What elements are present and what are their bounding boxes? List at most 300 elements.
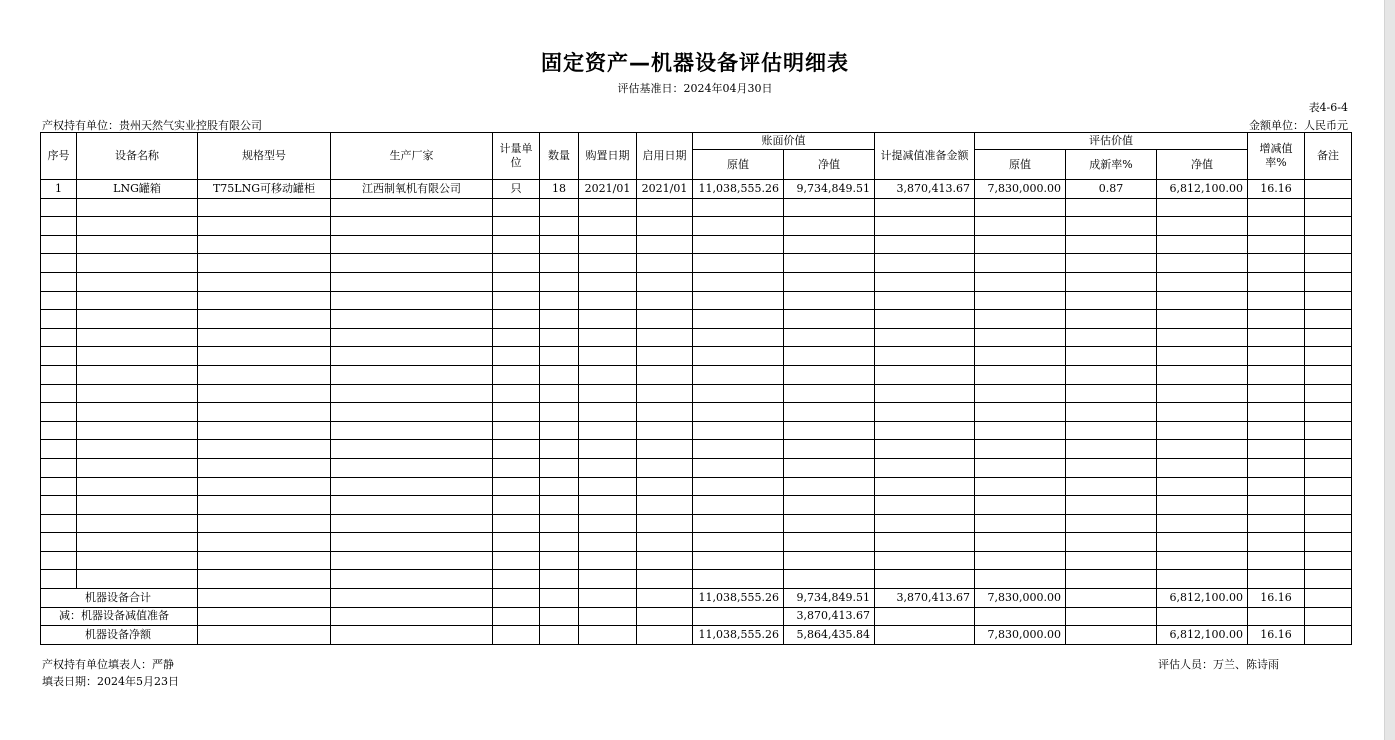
- empty-cell: [693, 254, 784, 273]
- empty-cell: [1066, 328, 1157, 347]
- summary-eval-net: [1157, 607, 1248, 626]
- empty-cell: [875, 440, 975, 459]
- empty-cell: [41, 514, 77, 533]
- empty-cell: [875, 551, 975, 570]
- empty-cell: [875, 198, 975, 217]
- empty-cell: [331, 458, 493, 477]
- empty-cell: [1305, 347, 1352, 366]
- empty-cell: [77, 421, 198, 440]
- viewer-scrollbar-track[interactable]: [1385, 0, 1395, 740]
- empty-cell: [41, 570, 77, 589]
- empty-cell: [637, 254, 693, 273]
- empty-cell: [331, 235, 493, 254]
- summary-eval-net: 6,812,100.00: [1157, 626, 1248, 645]
- empty-cell: [198, 551, 331, 570]
- empty-cell: [875, 328, 975, 347]
- empty-cell: [693, 533, 784, 552]
- col-header-qty: 数量: [540, 133, 579, 180]
- empty-cell: [693, 198, 784, 217]
- empty-cell: [540, 570, 579, 589]
- empty-row: [41, 254, 1352, 273]
- empty-cell: [1157, 440, 1248, 459]
- empty-cell: [540, 440, 579, 459]
- empty-cell: [975, 421, 1066, 440]
- empty-cell: [1157, 570, 1248, 589]
- empty-row: [41, 514, 1352, 533]
- empty-cell: [198, 421, 331, 440]
- empty-cell: [579, 198, 637, 217]
- empty-cell: [77, 328, 198, 347]
- empty-row: [41, 533, 1352, 552]
- empty-cell: [1157, 477, 1248, 496]
- col-header-book-value: 账面价值: [693, 133, 875, 150]
- empty-cell: [198, 310, 331, 329]
- empty-cell: [1305, 272, 1352, 291]
- empty-cell: [1066, 403, 1157, 422]
- empty-cell: [1248, 477, 1305, 496]
- empty-cell: [1248, 384, 1305, 403]
- empty-cell: [1305, 533, 1352, 552]
- col-header-impairment: 计提减值准备金额: [875, 133, 975, 180]
- empty-cell: [77, 198, 198, 217]
- empty-cell: [77, 403, 198, 422]
- empty-cell: [1066, 421, 1157, 440]
- empty-cell: [1066, 477, 1157, 496]
- empty-cell: [198, 514, 331, 533]
- empty-cell: [1248, 440, 1305, 459]
- empty-cell: [493, 347, 540, 366]
- empty-cell: [784, 365, 875, 384]
- empty-row: [41, 551, 1352, 570]
- empty-cell: [1305, 235, 1352, 254]
- empty-cell: [493, 551, 540, 570]
- empty-row: [41, 272, 1352, 291]
- empty-cell: [975, 347, 1066, 366]
- empty-cell: [1157, 551, 1248, 570]
- empty-cell: [875, 254, 975, 273]
- empty-cell: [579, 217, 637, 236]
- summary-row-total: [41, 589, 1352, 608]
- equipment-detail-table: [40, 132, 1352, 645]
- summary-impairment: [875, 626, 975, 645]
- empty-cell: [784, 291, 875, 310]
- empty-cell: [875, 458, 975, 477]
- empty-row: [41, 347, 1352, 366]
- empty-cell: [693, 570, 784, 589]
- empty-cell: [975, 570, 1066, 589]
- cell-unit: 只: [493, 180, 540, 199]
- col-header-unit: 计量单位: [493, 133, 540, 180]
- empty-cell: [1248, 235, 1305, 254]
- empty-cell: [875, 384, 975, 403]
- empty-cell: [1305, 496, 1352, 515]
- empty-cell: [579, 477, 637, 496]
- empty-cell: [875, 310, 975, 329]
- empty-cell: [637, 235, 693, 254]
- empty-row: [41, 217, 1352, 236]
- empty-cell: [1066, 198, 1157, 217]
- empty-cell: [1305, 440, 1352, 459]
- empty-cell: [693, 365, 784, 384]
- empty-cell: [975, 235, 1066, 254]
- summary-change-rate: [1248, 607, 1305, 626]
- empty-cell: [1248, 272, 1305, 291]
- empty-cell: [975, 291, 1066, 310]
- empty-row: [41, 570, 1352, 589]
- empty-cell: [784, 384, 875, 403]
- empty-cell: [637, 440, 693, 459]
- empty-cell: [784, 477, 875, 496]
- col-header-start-date: 启用日期: [637, 133, 693, 180]
- empty-cell: [637, 570, 693, 589]
- empty-cell: [579, 403, 637, 422]
- empty-cell: [41, 477, 77, 496]
- empty-cell: [637, 384, 693, 403]
- empty-cell: [1157, 254, 1248, 273]
- empty-cell: [1248, 551, 1305, 570]
- empty-cell: [637, 365, 693, 384]
- empty-cell: [1066, 347, 1157, 366]
- empty-cell: [77, 235, 198, 254]
- empty-cell: [198, 440, 331, 459]
- empty-cell: [1248, 291, 1305, 310]
- empty-cell: [1066, 291, 1157, 310]
- empty-cell: [637, 328, 693, 347]
- empty-cell: [1066, 440, 1157, 459]
- empty-cell: [493, 365, 540, 384]
- cell-book-net: 9,734,849.51: [784, 180, 875, 199]
- empty-cell: [1157, 328, 1248, 347]
- empty-cell: [1157, 198, 1248, 217]
- empty-cell: [1066, 458, 1157, 477]
- empty-cell: [493, 570, 540, 589]
- empty-row: [41, 496, 1352, 515]
- empty-cell: [693, 440, 784, 459]
- empty-cell: [975, 403, 1066, 422]
- empty-cell: [975, 440, 1066, 459]
- cell-start-date: 2021/01: [637, 180, 693, 199]
- empty-cell: [493, 272, 540, 291]
- empty-cell: [1305, 403, 1352, 422]
- empty-cell: [784, 254, 875, 273]
- empty-cell: [331, 477, 493, 496]
- empty-cell: [41, 272, 77, 291]
- empty-cell: [637, 421, 693, 440]
- empty-cell: [493, 291, 540, 310]
- empty-cell: [1248, 458, 1305, 477]
- empty-cell: [637, 403, 693, 422]
- empty-cell: [784, 458, 875, 477]
- empty-cell: [77, 365, 198, 384]
- empty-cell: [1248, 328, 1305, 347]
- empty-cell: [1305, 551, 1352, 570]
- empty-cell: [331, 551, 493, 570]
- empty-cell: [1157, 533, 1248, 552]
- empty-cell: [1305, 254, 1352, 273]
- empty-cell: [331, 384, 493, 403]
- empty-cell: [540, 328, 579, 347]
- empty-cell: [693, 496, 784, 515]
- empty-cell: [875, 421, 975, 440]
- empty-cell: [975, 384, 1066, 403]
- empty-cell: [540, 217, 579, 236]
- empty-row: [41, 310, 1352, 329]
- empty-cell: [975, 310, 1066, 329]
- empty-cell: [41, 421, 77, 440]
- empty-cell: [784, 328, 875, 347]
- cell-change-rate: 16.16: [1248, 180, 1305, 199]
- empty-cell: [1305, 514, 1352, 533]
- empty-cell: [875, 514, 975, 533]
- empty-cell: [637, 496, 693, 515]
- empty-cell: [637, 291, 693, 310]
- summary-row-net: [41, 626, 1352, 645]
- cell-name: LNG罐箱: [77, 180, 198, 199]
- empty-cell: [784, 217, 875, 236]
- cell-impairment: 3,870,413.67: [875, 180, 975, 199]
- empty-cell: [41, 365, 77, 384]
- empty-cell: [693, 403, 784, 422]
- empty-cell: [493, 477, 540, 496]
- empty-cell: [331, 440, 493, 459]
- empty-cell: [784, 235, 875, 254]
- empty-cell: [198, 365, 331, 384]
- empty-cell: [77, 477, 198, 496]
- empty-cell: [493, 384, 540, 403]
- empty-cell: [579, 570, 637, 589]
- empty-cell: [579, 328, 637, 347]
- empty-cell: [637, 514, 693, 533]
- col-header-eval-rate: 成新率%: [1066, 150, 1157, 180]
- empty-cell: [41, 254, 77, 273]
- empty-cell: [693, 328, 784, 347]
- empty-cell: [1305, 477, 1352, 496]
- cell-qty: 18: [540, 180, 579, 199]
- empty-cell: [637, 477, 693, 496]
- summary-book-net: 3,870,413.67: [784, 607, 875, 626]
- empty-cell: [1066, 217, 1157, 236]
- empty-cell: [331, 217, 493, 236]
- empty-cell: [693, 291, 784, 310]
- empty-cell: [875, 347, 975, 366]
- empty-cell: [41, 403, 77, 422]
- empty-cell: [331, 347, 493, 366]
- empty-cell: [198, 217, 331, 236]
- cell-buy-date: 2021/01: [579, 180, 637, 199]
- empty-cell: [540, 496, 579, 515]
- empty-cell: [1248, 198, 1305, 217]
- empty-cell: [975, 514, 1066, 533]
- summary-impairment: [875, 607, 975, 626]
- empty-cell: [579, 533, 637, 552]
- empty-row: [41, 365, 1352, 384]
- empty-cell: [198, 254, 331, 273]
- empty-cell: [1066, 514, 1157, 533]
- cell-seq: 1: [41, 180, 77, 199]
- empty-cell: [540, 272, 579, 291]
- empty-row: [41, 198, 1352, 217]
- empty-cell: [975, 477, 1066, 496]
- empty-cell: [41, 328, 77, 347]
- empty-cell: [198, 384, 331, 403]
- empty-cell: [198, 328, 331, 347]
- empty-cell: [579, 496, 637, 515]
- empty-cell: [331, 403, 493, 422]
- empty-cell: [975, 458, 1066, 477]
- empty-cell: [331, 310, 493, 329]
- base-date: 评估基准日：2024年04月30日: [617, 82, 773, 95]
- empty-cell: [493, 403, 540, 422]
- empty-cell: [975, 533, 1066, 552]
- empty-cell: [1248, 514, 1305, 533]
- empty-cell: [77, 291, 198, 310]
- summary-eval-orig: 7,830,000.00: [975, 589, 1066, 608]
- empty-cell: [1248, 310, 1305, 329]
- empty-cell: [1066, 496, 1157, 515]
- cell-eval-orig: 7,830,000.00: [975, 180, 1066, 199]
- empty-cell: [77, 440, 198, 459]
- empty-cell: [198, 291, 331, 310]
- empty-cell: [493, 254, 540, 273]
- empty-cell: [637, 533, 693, 552]
- appraisers: 评估人员：万兰、陈诗雨: [1158, 658, 1279, 671]
- empty-cell: [1066, 254, 1157, 273]
- empty-cell: [1248, 403, 1305, 422]
- empty-cell: [875, 217, 975, 236]
- empty-cell: [784, 310, 875, 329]
- empty-cell: [331, 198, 493, 217]
- empty-cell: [693, 458, 784, 477]
- cell-book-orig: 11,038,555.26: [693, 180, 784, 199]
- col-header-maker: 生产厂家: [331, 133, 493, 180]
- empty-cell: [331, 254, 493, 273]
- empty-cell: [1157, 365, 1248, 384]
- empty-cell: [784, 514, 875, 533]
- summary-label: 机器设备净额: [41, 626, 198, 645]
- summary-book-net: 9,734,849.51: [784, 589, 875, 608]
- empty-cell: [331, 421, 493, 440]
- empty-row: [41, 403, 1352, 422]
- empty-cell: [784, 551, 875, 570]
- empty-cell: [493, 533, 540, 552]
- empty-cell: [1248, 217, 1305, 236]
- empty-cell: [1066, 272, 1157, 291]
- col-header-name: 设备名称: [77, 133, 198, 180]
- empty-cell: [1248, 421, 1305, 440]
- empty-row: [41, 440, 1352, 459]
- empty-cell: [1157, 421, 1248, 440]
- empty-cell: [77, 384, 198, 403]
- empty-cell: [637, 272, 693, 291]
- empty-cell: [693, 551, 784, 570]
- summary-change-rate: 16.16: [1248, 626, 1305, 645]
- empty-cell: [198, 347, 331, 366]
- summary-label: 减：机器设备减值准备: [41, 607, 198, 626]
- empty-cell: [77, 347, 198, 366]
- empty-cell: [331, 533, 493, 552]
- empty-cell: [540, 235, 579, 254]
- empty-cell: [784, 347, 875, 366]
- empty-cell: [41, 310, 77, 329]
- empty-cell: [693, 477, 784, 496]
- empty-cell: [693, 347, 784, 366]
- empty-row: [41, 328, 1352, 347]
- col-header-seq: 序号: [41, 133, 77, 180]
- cell-note: [1305, 180, 1352, 199]
- cell-eval-rate: 0.87: [1066, 180, 1157, 199]
- summary-book-net: 5,864,435.84: [784, 626, 875, 645]
- summary-change-rate: 16.16: [1248, 589, 1305, 608]
- empty-row: [41, 458, 1352, 477]
- empty-cell: [331, 328, 493, 347]
- empty-cell: [77, 272, 198, 291]
- empty-cell: [540, 198, 579, 217]
- empty-cell: [41, 235, 77, 254]
- empty-cell: [540, 291, 579, 310]
- empty-cell: [540, 514, 579, 533]
- empty-cell: [579, 384, 637, 403]
- empty-cell: [875, 496, 975, 515]
- empty-cell: [637, 458, 693, 477]
- col-header-eval-value: 评估价值: [975, 133, 1248, 150]
- empty-cell: [579, 272, 637, 291]
- empty-cell: [198, 496, 331, 515]
- empty-cell: [331, 291, 493, 310]
- empty-cell: [875, 291, 975, 310]
- empty-cell: [493, 514, 540, 533]
- empty-cell: [41, 551, 77, 570]
- table-code: 表4-6-4: [1308, 101, 1348, 114]
- empty-cell: [1305, 310, 1352, 329]
- empty-cell: [1157, 458, 1248, 477]
- empty-cell: [41, 533, 77, 552]
- empty-cell: [540, 421, 579, 440]
- empty-cell: [493, 440, 540, 459]
- empty-cell: [579, 310, 637, 329]
- empty-cell: [579, 254, 637, 273]
- empty-cell: [77, 217, 198, 236]
- empty-cell: [875, 477, 975, 496]
- empty-cell: [493, 310, 540, 329]
- empty-row: [41, 421, 1352, 440]
- empty-cell: [540, 384, 579, 403]
- empty-cell: [41, 458, 77, 477]
- empty-cell: [1248, 347, 1305, 366]
- empty-cell: [41, 440, 77, 459]
- empty-cell: [637, 217, 693, 236]
- empty-cell: [1305, 328, 1352, 347]
- empty-cell: [1066, 384, 1157, 403]
- empty-cell: [975, 328, 1066, 347]
- empty-cell: [875, 235, 975, 254]
- empty-cell: [693, 310, 784, 329]
- summary-eval-net: 6,812,100.00: [1157, 589, 1248, 608]
- col-header-change-rate: 增减值率%: [1248, 133, 1305, 180]
- empty-cell: [198, 198, 331, 217]
- empty-cell: [579, 551, 637, 570]
- empty-cell: [693, 514, 784, 533]
- summary-label: 机器设备合计: [41, 589, 198, 608]
- empty-cell: [493, 496, 540, 515]
- empty-cell: [1157, 403, 1248, 422]
- empty-cell: [784, 403, 875, 422]
- empty-cell: [540, 310, 579, 329]
- empty-cell: [784, 496, 875, 515]
- empty-cell: [331, 514, 493, 533]
- empty-cell: [579, 458, 637, 477]
- empty-cell: [41, 496, 77, 515]
- col-header-buy-date: 购置日期: [579, 133, 637, 180]
